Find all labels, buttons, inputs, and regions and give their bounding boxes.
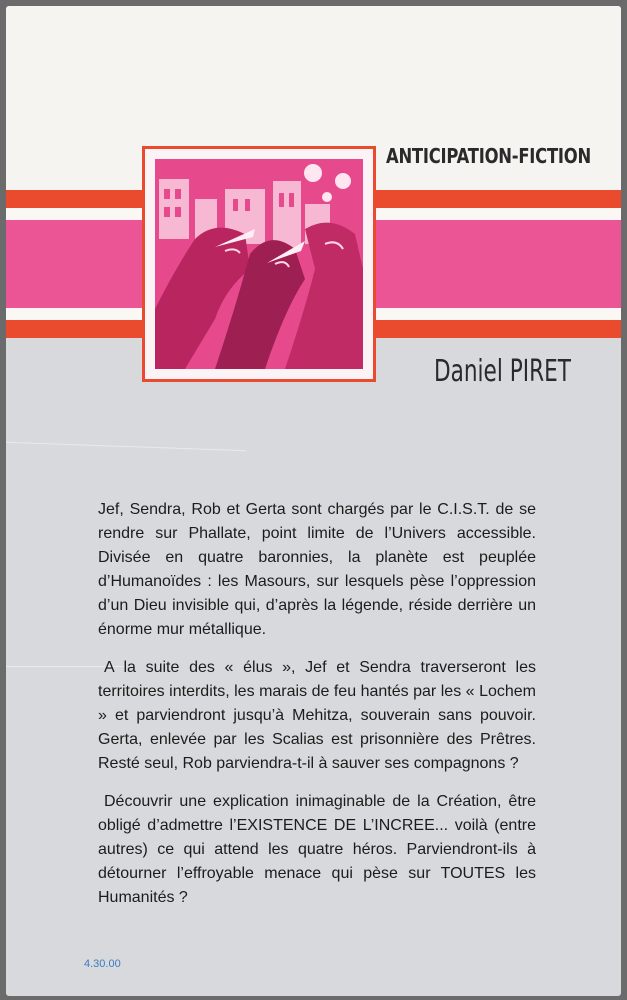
- blurb-paragraph-3: Découvrir une explication inimaginable de la Création, être obligé d’admettre l’EXISTENCE DE L’INCREE... voilà (entre autres) ce qui attend les quatre héros. Parviendront-ils à détourner l’effroyable menace qui pèse sur TOUTES les Humanités ?: [98, 793, 536, 906]
- series-title: ANTICIPATION-FICTION: [386, 144, 591, 168]
- paper-crease: [6, 442, 246, 451]
- cover-illustration: [155, 159, 363, 369]
- blurb-paragraph-1: Jef, Sendra, Rob et Gerta sont chargés par le C.I.S.T. de se rendre sur Phallate, point limite de l’Univers accessible. Divisée en quatre baronnies, la planète est peuplée d’Humanoïdes : les Masours, sur lesquels pèse l’oppression d’un Dieu invisible qui, d’après la légende, réside derrière un énorme mur métallique.: [98, 501, 536, 638]
- price-code: 4.30.00: [84, 958, 121, 970]
- book-back-cover: [6, 6, 621, 996]
- illustration-art: [155, 159, 363, 369]
- blurb-text: [98, 498, 536, 924]
- author-name: Daniel PIRET: [434, 354, 571, 389]
- cover-illustration-frame: [142, 146, 376, 382]
- blurb-paragraph-2: A la suite des « élus », Jef et Sendra traverseront les territoires interdits, les marais de feu hantés par les « Lochem » et parviendront jusqu’à Mehitza, souverain sans pouvoir. Gerta, enlevée par les Scalias est prisonnière des Prêtres. Resté seul, Rob parviendra-t-il à sauver ses compagnons ?: [98, 659, 536, 772]
